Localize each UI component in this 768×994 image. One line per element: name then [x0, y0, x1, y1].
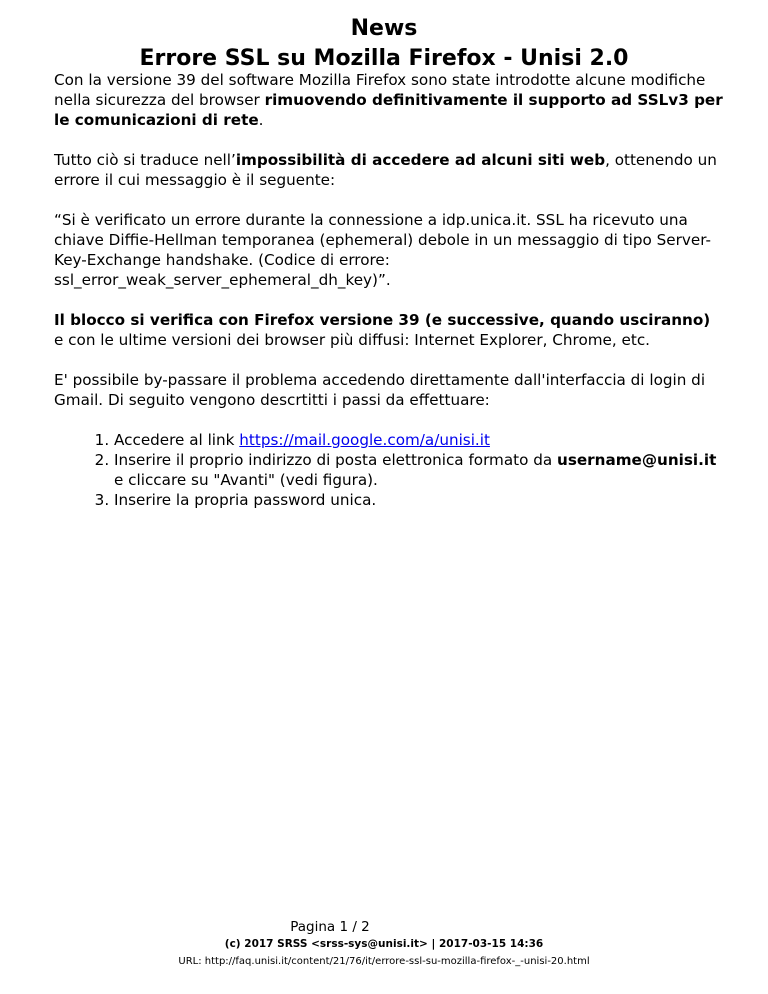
gmail-link[interactable]: https://mail.google.com/a/unisi.it [239, 431, 490, 449]
paragraph-text: Con la versione 39 del software Mozilla Firefox sono state introdotte alcune modifiche nella sicurezza del browser [54, 71, 706, 109]
paragraph-intro [54, 70, 724, 130]
list-item [114, 450, 724, 490]
step-text: Inserire il proprio indirizzo di posta elettronica formato da [114, 451, 558, 469]
bold-text: rimuovendo definitivamente il supporto ad SSLv3 per le comunicazioni di rete [54, 91, 723, 129]
paragraph-workaround: E' possibile by-passare il problema accedendo direttamente dall'interfaccia di login di Gmail. Di seguito vengono descrtitti i passi da effettuare: [54, 371, 706, 409]
article-title: Errore SSL su Mozilla Firefox - Unisi 2.0 [139, 46, 629, 71]
bold-text: impossibilità di accedere ad alcuni siti web [235, 151, 606, 169]
paragraph-text: . [258, 111, 264, 129]
steps-list [54, 430, 724, 510]
list-item [114, 430, 724, 450]
paragraph-affected-browsers [54, 310, 724, 350]
paragraph-text: , ottenendo un errore il cui messaggio è il seguente: [54, 151, 717, 189]
paragraph-text: e con le ultime versioni dei browser più diffusi: Internet Explorer, Chrome, etc. [54, 331, 651, 349]
step-text: Accedere al link [114, 431, 240, 449]
paragraph-error-message: “Si è verificato un errore durante la connessione a idp.unica.it. SSL ha ricevuto una chiave Diffie-Hellman temporanea (ephemeral) debole in un messaggio di tipo Server-Key-Exchange handshake. (Codice di errore: ssl_error_weak_server_ephemeral_dh_key)”. [54, 211, 711, 289]
step-text: e cliccare su "Avanti" (vedi figura). [114, 471, 378, 489]
page-header [0, 14, 768, 74]
section-title: News [350, 16, 418, 41]
article-content [54, 70, 724, 510]
list-item: 3. Inserire la propria password unica. [114, 490, 724, 510]
page-number: Pagina 1 / 2 [290, 919, 370, 935]
bold-text: Il blocco si verifica con Firefox versione 39 (e successive, quando usciranno) [54, 311, 711, 329]
bold-text: username@unisi.it [557, 451, 717, 469]
footer-url: URL: http://faq.unisi.it/content/21/76/it/errore-ssl-su-mozilla-firefox-_-unisi-20.html [178, 956, 590, 967]
paragraph-consequence [54, 150, 724, 190]
footer-copyright: (c) 2017 SRSS <srss-sys@unisi.it> | 2017-03-15 14:36 [224, 938, 544, 950]
paragraph-text: Tutto ciò si traduce nell’ [54, 151, 236, 169]
